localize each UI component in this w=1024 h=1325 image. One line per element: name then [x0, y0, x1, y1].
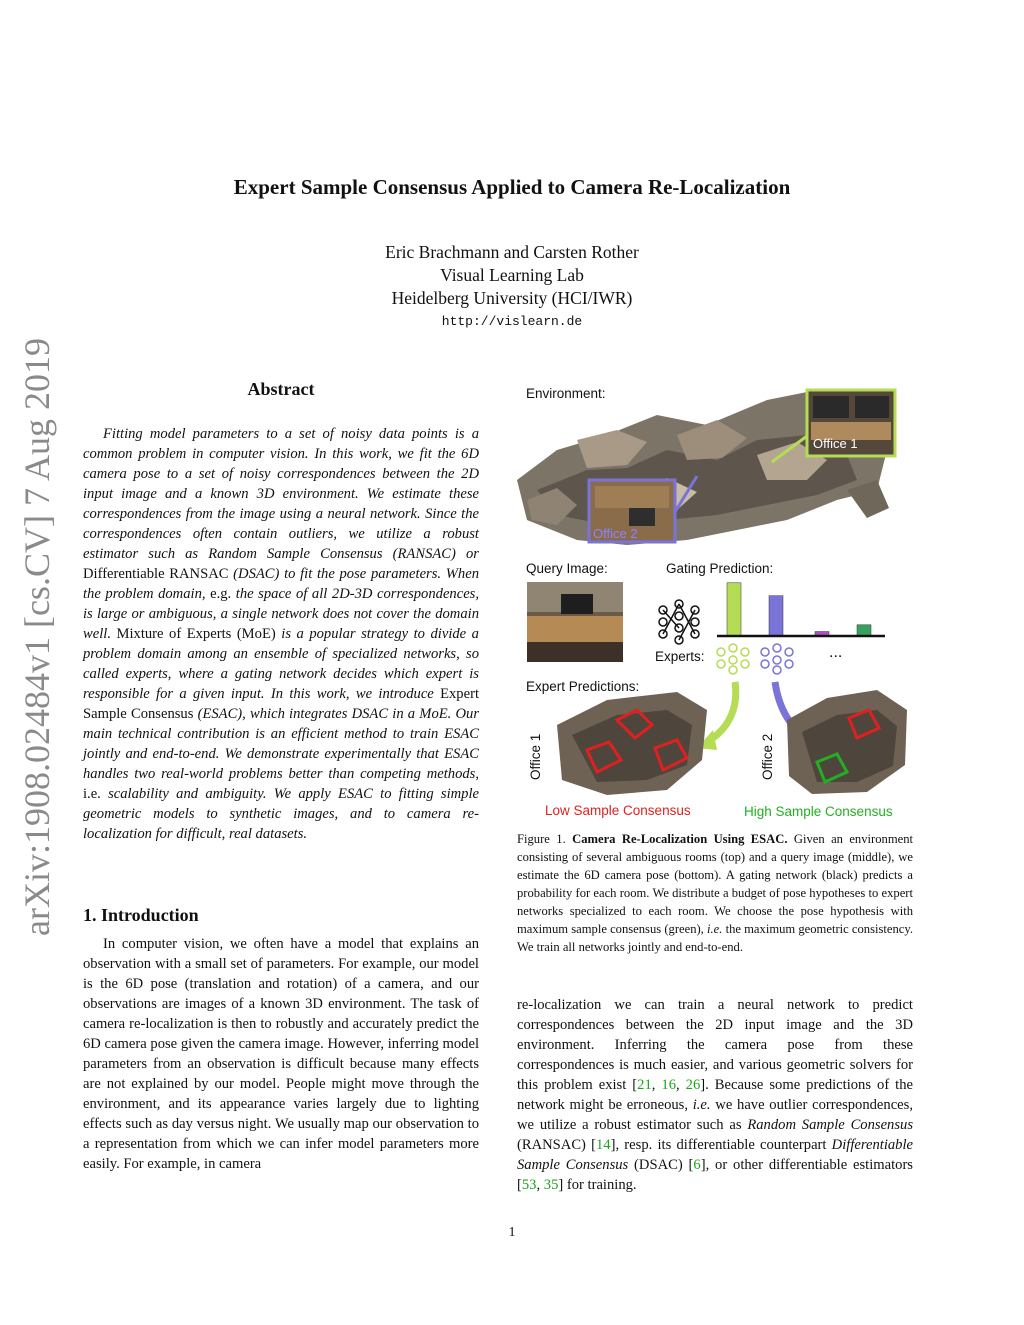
gating-bar-2: [769, 596, 783, 636]
citation-link[interactable]: 16: [661, 1077, 676, 1093]
figure-caption: Figure 1. Camera Re-Localization Using ESAC. Given an environment consisting of several ambiguous rooms (top) and a query image (middle), we estimate the 6D camera pose (bottom). A gating network (black) predicts a probability for each room. We distribute a budget of pose hypotheses to expert networks specialized to each room. We choose the pose hypothesis with maximum sample consensus (green), i.e. the maximum geometric consistency. We train all networks jointly and end-to-end.: [517, 832, 913, 954]
office-2-label: Office 2: [593, 526, 638, 541]
arxiv-stamp: arXiv:1908.02484v1 [cs.CV] 7 Aug 2019: [17, 338, 57, 936]
author-names: Eric Brachmann and Carsten Rother: [385, 242, 639, 262]
query-image-label: Query Image:: [526, 561, 608, 576]
gating-prediction-label: Gating Prediction:: [666, 561, 774, 576]
paper-title: Expert Sample Consensus Applied to Camera Re-Localization: [233, 175, 791, 199]
page-number: 1: [508, 1225, 516, 1240]
figure-1: [517, 380, 917, 825]
citation-link[interactable]: 21: [637, 1077, 652, 1093]
expert-predictions-label: Expert Predictions:: [526, 679, 640, 694]
office-1-side-label: Office 1: [528, 733, 543, 780]
low-consensus-label: Low Sample Consensus: [545, 803, 691, 818]
citation-link[interactable]: 53: [521, 1177, 537, 1193]
citation-link[interactable]: 35: [543, 1177, 559, 1193]
intro-heading: 1. Introduction: [83, 905, 199, 925]
author-university: Heidelberg University (HCI/IWR): [391, 288, 633, 308]
right-column-body: re-localization we can train a neural network to predict correspondences between the 2D input image and the 3D environment. Inferring the camera pose from these correspondences is much easier, and various geometric solvers for this problem exist [21, 16, 26]. Because some predictions of the network might be erroneous, i.e. we have outlier correspondences, we utilize a robust estimator such as Random Sample Consensus (RANSAC) [14], resp. its differentiable counterpart Differentiable Sample Consensus (DSAC) [6], or other differentiable estimators [53, 35] for training.: [517, 997, 914, 1193]
query-image: [527, 582, 623, 662]
citation-link[interactable]: 26: [685, 1077, 701, 1093]
expert-networks-icon: [717, 644, 793, 674]
environment-label: Environment:: [526, 386, 606, 401]
citation-link[interactable]: 14: [596, 1137, 611, 1153]
experts-label: Experts:: [655, 649, 705, 664]
author-url[interactable]: http://vislearn.de: [441, 314, 583, 329]
experts-ellipsis: ...: [829, 644, 843, 661]
prediction-office-1: [557, 692, 707, 795]
citation-link[interactable]: 6: [693, 1157, 701, 1173]
gating-network-icon: [659, 600, 699, 644]
office-1-label: Office 1: [813, 436, 858, 451]
gating-bar-4: [857, 625, 871, 636]
gating-bar-1: [727, 583, 741, 636]
author-block: [0, 241, 1024, 333]
prediction-office-2: [787, 690, 907, 794]
high-consensus-label: High Sample Consensus: [744, 804, 893, 819]
gating-bar-chart: [727, 583, 871, 636]
intro-body: In computer vision, we often have a model that explains an observation with a small set of parameters. For example, our model is the 6D pose (translation and rotation) of a camera, and our observations are images of a known 3D environment. The task of camera re-localization is then to robustly and accurately predict the 6D camera pose given the camera image. However, inferring model parameters from an observation is difficult because many effects are not explained by our model. People might move through the environment, and its appearance varies largely due to lighting effects such as day versus night. We usually map our observation to a representation from which we can infer model parameters more easily. For example, in camera: [83, 936, 479, 1172]
abstract-body: Fitting model parameters to a set of noisy data points is a common problem in computer vision. In this work, we fit the 6D camera pose to a set of noisy correspondences between the 2D input image and a known 3D environment. We estimate these correspondences from the image using a neural network. Since the correspondences often contain outliers, we utilize a robust estimator such as Random Sample Consensus (RANSAC) or Differentiable RANSAC (DSAC) to fit the pose parameters. When the problem domain, e.g. the space of all 2D-3D correspondences, is large or ambiguous, a single network does not cover the domain well. Mixture of Experts (MoE) is a popular strategy to divide a problem domain among an ensemble of specialized networks, so called experts, where a gating network decides which expert is responsible for a given input. In this work, we introduce Expert Sample Consensus (ESAC), which integrates DSAC in a MoE. Our main technical contribution is an efficient method to train ESAC jointly and end-to-end. We demonstrate experimentally that ESAC handles two real-world problems better than competing methods, i.e. scalability and ambiguity. We apply ESAC to fitting simple geometric models to synthetic images, and to camera re-localization for difficult, real datasets.: [83, 426, 480, 842]
office-2-side-label: Office 2: [760, 733, 775, 780]
abstract-heading: Abstract: [247, 379, 315, 399]
author-lab: Visual Learning Lab: [440, 265, 584, 285]
